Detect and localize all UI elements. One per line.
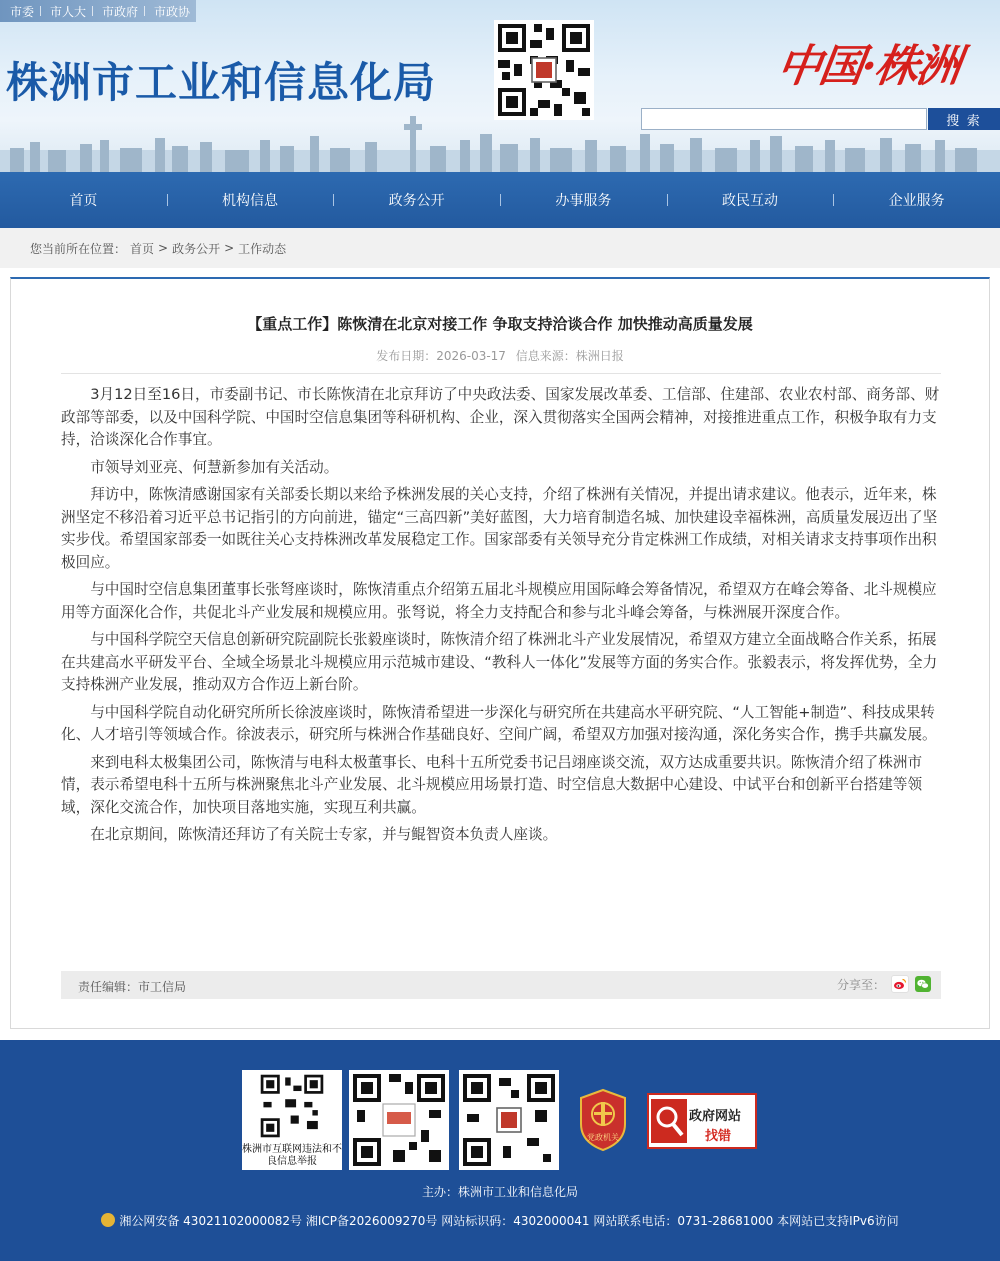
publish-date: 发布日期：2026-03-17 xyxy=(376,349,506,363)
site-title: 株洲市工业和信息化局 xyxy=(6,58,437,107)
magnifier-icon xyxy=(651,1099,687,1143)
emblem-label: 党政机关 xyxy=(587,1133,619,1142)
breadcrumb-separator: > xyxy=(224,241,235,255)
nav-enterprise-services[interactable]: 企业服务 xyxy=(833,172,1000,228)
article-body xyxy=(61,384,943,852)
breadcrumb-government-affairs[interactable]: 政务公开 xyxy=(172,241,221,256)
site-footer xyxy=(0,1040,1000,1261)
qr-code-icon xyxy=(242,1070,342,1142)
responsible-editor: 责任编辑：市工信局 xyxy=(78,980,187,994)
breadcrumb xyxy=(0,228,1000,268)
report-qr-label: 株洲市互联网违法和不良信息举报 xyxy=(242,1144,342,1167)
article-panel xyxy=(10,277,990,1029)
article-paragraph: 市领导刘亚亮、何慧新参加有关活动。 xyxy=(90,458,339,476)
share-label: 分享至： xyxy=(836,977,885,992)
breadcrumb-label: 您当前所在位置： xyxy=(30,241,127,256)
nav-services[interactable]: 办事服务 xyxy=(500,172,667,228)
article-paragraph: 与中国时空信息集团董事长张弩座谈时，陈恢清重点介绍第五届北斗规模应用国际峰会筹备情况，希望双方在峰会筹备、北斗规模应用等方面深化合作，共促北斗产业发展和规模应用。张弩说，将全力支持配合和参与北斗峰会筹备，与株洲展开深度合作。 xyxy=(61,581,937,621)
gov-website-error-report-badge[interactable] xyxy=(647,1093,757,1149)
gov-badge-line2: 找错 xyxy=(705,1129,732,1144)
top-link-cppcc[interactable]: 市政协 xyxy=(144,3,196,20)
wechat-share-icon[interactable] xyxy=(915,976,931,992)
search-input[interactable] xyxy=(641,108,927,130)
article-title: 【重点工作】陈恢清在北京对接工作 争取支持洽谈合作 加快推动高质量发展 xyxy=(247,315,753,333)
icp-text: 湘公网安备 43021102000082号 湘ICP备2026009270号 网站标识码：4302000041 网站联系电话：0731-28681000 本网站已支持IPv6访问 xyxy=(119,1214,899,1228)
app-qr-code xyxy=(459,1070,559,1170)
top-link-peoples-congress[interactable]: 市人大 xyxy=(40,3,92,20)
host-organization: 主办：株洲市工业和信息化局 xyxy=(421,1185,578,1199)
share-group xyxy=(837,975,931,993)
site-header xyxy=(0,0,1000,172)
report-qr-code xyxy=(242,1070,342,1170)
top-link-party-committee[interactable]: 市委 xyxy=(10,4,35,19)
nav-organization-info[interactable]: 机构信息 xyxy=(167,172,334,228)
qr-code-icon xyxy=(494,20,594,120)
article-meta xyxy=(11,347,989,364)
breadcrumb-home[interactable]: 首页 xyxy=(130,241,155,256)
icp-info xyxy=(0,1212,1000,1229)
article-paragraph: 与中国科学院自动化研究所所长徐波座谈时，陈恢清希望进一步深化与研究所在共建高水平研究院、“人工智能+制造”、科技成果转化、人才培引等领域合作。徐波表示，研究所与株洲合作基础良好、空间广阔，希望双方加强对接沟通，深化务实合作，携手共赢发展。 xyxy=(61,703,937,743)
top-link-government[interactable]: 市政府 xyxy=(92,3,144,20)
nav-government-affairs[interactable]: 政务公开 xyxy=(333,172,500,228)
nav-public-interaction[interactable]: 政民互动 xyxy=(667,172,834,228)
article-paragraph: 与中国科学院空天信息创新研究院副院长张毅座谈时，陈恢清介绍了株洲北斗产业发展情况，希望双方建立全面战略合作关系，拓展在共建高水平研发平台、全域全场景北斗规模应用示范城市建设、“教科人一体化”发展等方面的务实合作。张毅表示，将发挥优势，全力支持株洲产业发展，推动双方合作迈上新台阶。 xyxy=(61,631,938,693)
gov-badge-line1: 政府网站 xyxy=(689,1109,742,1124)
main-nav xyxy=(0,172,1000,228)
brand-logo: 中国·株洲 xyxy=(773,41,963,92)
weibo-share-icon[interactable] xyxy=(891,975,909,993)
article-paragraph: 来到电科太极集团公司，陈恢清与电科太极董事长、电科十五所党委书记吕翊座谈交流，双方达成重要共识。陈恢清介绍了株洲市情，表示希望电科十五所与株洲聚焦北斗产业发展、北斗规模应用场景打造、时空信息大数据中心建设、中试平台和创新平台搭建等领域，深化交流合作，加快项目落地实施，实现互利共赢。 xyxy=(61,753,923,816)
article-paragraph: 在北京期间，陈恢清还拜访了有关院士专家，并与鲲智资本负责人座谈。 xyxy=(90,826,558,843)
breadcrumb-separator: > xyxy=(158,241,169,255)
breadcrumb-work-news[interactable]: 工作动态 xyxy=(238,241,287,256)
party-government-emblem xyxy=(577,1088,629,1152)
article-paragraph: 拜访中，陈恢清感谢国家有关部委长期以来给予株洲发展的关心支持，介绍了株洲有关情况，并提出请求建议。他表示，近年来，株洲坚定不移沿着习近平总书记指引的方向前进，锚定“三高四新”美好蓝图，大力培育制造名城、加快建设幸福株洲，高质量发展迈出了坚实步伐。希望国家部委一如既往关心支持株洲改革发展稳定工作。国家部委有关领导充分肯定株洲工作成绩，对相关请求支持事项作出积极回应。 xyxy=(61,486,938,571)
title-divider xyxy=(61,373,941,374)
wechat-qr-code xyxy=(349,1070,449,1170)
search-button[interactable]: 搜 索 xyxy=(928,108,1000,130)
editor-bar xyxy=(61,971,941,999)
article-paragraph: 3月12日至16日，市委副书记、市长陈恢清在北京拜访了中央政法委、国家发展改革委、工信部、住建部、农业农村部、商务部、财政部等部委，以及中国科学院、中国时空信息集团等科研机构、企业，深入贯彻落实全国两会精神，对接推进重点工作，积极争取有力支持，洽谈深化合作事宜。 xyxy=(61,386,940,448)
police-badge-icon xyxy=(101,1213,115,1227)
info-source: 信息来源：株洲日报 xyxy=(515,349,624,363)
top-links-bar xyxy=(0,0,196,22)
nav-home[interactable]: 首页 xyxy=(69,193,98,209)
